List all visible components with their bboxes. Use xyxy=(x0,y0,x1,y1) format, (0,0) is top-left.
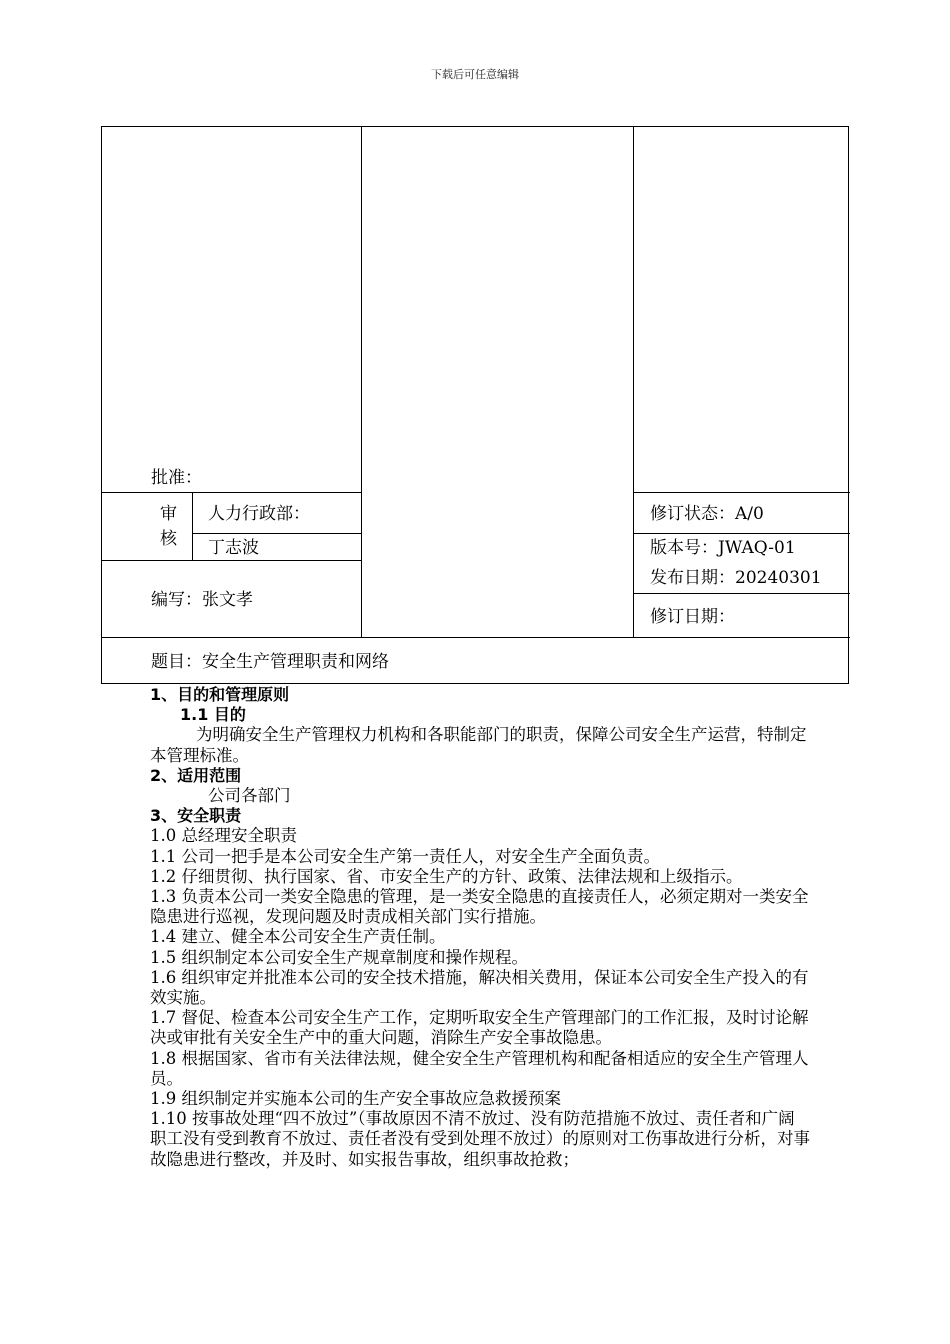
section-1-1-heading: 1.1 目的 xyxy=(180,705,246,725)
section-2-heading: 2、适用范围 xyxy=(150,765,242,785)
review-label-bottom: 核 xyxy=(160,529,177,549)
duty-item: 1.10 按事故处理“四不放过”（事故原因不清不放过、没有防范措施不放过、责任者和广阔职工没有受到教育不放过、责任者没有受到处理不放过）的原则对工伤事故进行分析，对事故隐患进行整改，并及时、如实报告事故，组织事故抢救； xyxy=(150,1109,810,1169)
reviewer-name: 丁志波 xyxy=(208,538,259,558)
author-label: 编写：张文孝 xyxy=(151,590,253,610)
divider xyxy=(633,492,850,493)
duty-item: 1.6 组织审定并批准本公司的安全技术措施，解决相关费用，保证本公司安全生产投入的有效实施。 xyxy=(150,967,809,1008)
publish-date: 发布日期：20240301 xyxy=(650,568,822,588)
divider xyxy=(633,127,634,637)
duty-item: 1.1 公司一把手是本公司安全生产第一责任人，对安全生产全面负责。 xyxy=(150,846,660,866)
duty-item: 1.5 组织制定本公司安全生产规章制度和操作规程。 xyxy=(150,947,528,967)
document-body xyxy=(150,685,810,1170)
section-1-heading: 1、目的和管理原则 xyxy=(150,685,290,704)
hr-dept-label: 人力行政部： xyxy=(208,504,310,524)
duty-item: 1.4 建立、健全本公司安全生产责任制。 xyxy=(150,927,446,947)
approve-label: 批准： xyxy=(151,468,202,488)
divider xyxy=(633,533,850,534)
revision-status: 修订状态：A/0 xyxy=(650,504,764,524)
duty-item: 1.7 督促、检查本公司安全生产工作，定期听取安全生产管理部门的工作汇报，及时讨论解决或审批有关安全生产中的重大问题，消除生产安全事故隐患。 xyxy=(150,1008,809,1048)
divider xyxy=(193,533,362,534)
divider xyxy=(102,637,850,638)
version-number: 版本号：JWAQ-01 xyxy=(650,538,796,558)
approval-form-table xyxy=(101,126,849,684)
duty-item: 1.0 总经理安全职责 xyxy=(150,826,297,846)
revision-date: 修订日期： xyxy=(650,607,735,627)
divider xyxy=(633,593,850,594)
section-1-1-text: 为明确安全生产管理权力机构和各职能部门的职责，保障公司安全生产运营，特制定本管理标准。 xyxy=(150,725,807,765)
divider xyxy=(102,492,362,493)
duty-item: 1.2 仔细贯彻、执行国家、省、市安全生产的方针、政策、法律法规和上级指示。 xyxy=(150,866,743,886)
review-label-top: 审 xyxy=(160,504,177,524)
divider xyxy=(192,492,193,560)
section-3-heading: 3、安全职责 xyxy=(150,806,242,826)
section-2-text: 公司各部门 xyxy=(208,786,291,806)
divider xyxy=(102,560,362,561)
header-note: 下载后可任意编辑 xyxy=(431,68,519,81)
document-subject: 题目：安全生产管理职责和网络 xyxy=(151,652,389,672)
duty-item: 1.9 组织制定并实施本公司的生产安全事故应急救援预案 xyxy=(150,1089,561,1109)
duty-item: 1.8 根据国家、省市有关法律法规，健全安全生产管理机构和配备相适应的安全生产管理人员。 xyxy=(150,1048,809,1088)
duty-item: 1.3 负责本公司一类安全隐患的管理，是一类安全隐患的直接责任人，必须定期对一类安全隐患进行巡视，发现问题及时责成相关部门实行措施。 xyxy=(150,887,809,927)
